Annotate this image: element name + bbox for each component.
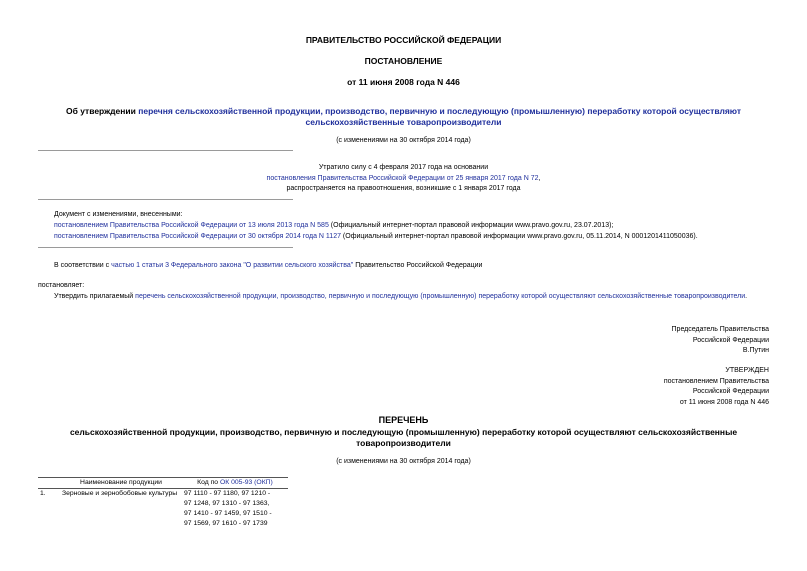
signature-block: [672, 325, 769, 357]
divider: [38, 199, 293, 200]
expired-link-suffix: ,: [538, 175, 541, 182]
header-name: Наименование продукции: [80, 479, 162, 486]
list-link[interactable]: перечень сельскохозяйственной продукции, производство, первичную и последующую (промышленную) переработку которой осуществляют сельскохозяйственные товаропроизводители: [135, 293, 746, 300]
body-paragraph-3: [54, 293, 747, 300]
approved-line: Российской Федерации: [692, 388, 769, 395]
amendment-suffix: (Официальный интернет-портал правовой информации www.pravo.gov.ru, 23.07.2013);: [328, 222, 614, 229]
okp-link[interactable]: ОК 005-93 (ОКП): [219, 479, 273, 486]
list-subheading-line1: сельскохозяйственной продукции, производство, первичную и последующую (промышленную) переработку которой осуществляют сельскохозяйственные: [69, 427, 738, 437]
list-heading: ПЕРЕЧЕНЬ: [378, 415, 429, 425]
signature-name: В.Путин: [742, 347, 769, 354]
approved-block: [664, 366, 769, 408]
expired-line1: Утратило силу с 4 февраля 2017 года на основании: [318, 164, 489, 171]
law-link[interactable]: частью 1 статьи 3 Федерального закона "О развитии сельского хозяйства": [111, 262, 354, 269]
row-num: 1.: [40, 490, 46, 497]
p3-suffix: .: [745, 293, 748, 300]
title-prefix: Об утверждении: [65, 106, 139, 116]
document-date: от 11 июня 2008 года N 446: [347, 77, 460, 87]
p1-suffix: Правительство Российской Федерации: [353, 262, 483, 269]
amendment-item: [54, 233, 698, 240]
edition-note: (с изменениями на 30 октября 2014 года): [336, 137, 471, 144]
amendment-link[interactable]: постановлением Правительства Российской Федерации от 30 октября 2014 года N 1127: [54, 233, 341, 240]
body-paragraph-2: постановляет:: [38, 282, 85, 289]
title-link-continued[interactable]: сельскохозяйственные товаропроизводители: [305, 117, 502, 127]
signature-line: Председатель Правительства: [671, 326, 769, 333]
divider: [38, 150, 293, 151]
approved-heading: УТВЕРЖДЕН: [725, 367, 769, 374]
document-type: ПОСТАНОВЛЕНИЕ: [364, 56, 443, 66]
header-code-prefix: Код по: [197, 479, 220, 486]
signature-line: Российской Федерации: [692, 336, 769, 344]
table-row: [38, 489, 288, 530]
expired-line3: распространяется на правоотношения, возникшие с 1 января 2017 года: [286, 185, 521, 192]
code-line: 97 1569, 97 1610 - 97 1739: [184, 520, 268, 527]
table-header-row: [38, 478, 288, 489]
amendment-item: [54, 222, 613, 229]
amendment-suffix: (Официальный интернет-портал правовой информации www.pravo.gov.ru, 05.11.2014, N 0001201411050036).: [340, 233, 698, 240]
title-link[interactable]: перечня сельскохозяйственной продукции, производство, первичную и последующую (промышленную) переработку которой осуществляют: [138, 106, 742, 116]
products-table: [38, 477, 288, 529]
p1-prefix: В соответствии с: [54, 262, 112, 269]
code-line: 97 1248, 97 1310 - 97 1363,: [184, 500, 270, 507]
approved-line: от 11 июня 2008 года N 446: [679, 398, 769, 406]
header-num: [38, 478, 60, 489]
expired-link[interactable]: постановления Правительства Российской Федерации от 25 января 2017 года N 72: [266, 175, 539, 182]
divider: [38, 247, 293, 248]
document-title: [0, 106, 807, 128]
p3-prefix: Утвердить прилагаемый: [54, 293, 136, 300]
amendments-label: Документ с изменениями, внесенными:: [54, 211, 183, 218]
list-subheading: [0, 427, 807, 448]
approved-line: постановлением Правительства: [663, 377, 769, 385]
list-edition-note: (с изменениями на 30 октября 2014 года): [336, 458, 471, 465]
government-name: ПРАВИТЕЛЬСТВО РОССИЙСКОЙ ФЕДЕРАЦИИ: [305, 35, 502, 45]
body-paragraph-1: [54, 262, 482, 269]
row-codes: [182, 489, 288, 530]
code-line: 97 1110 - 97 1180, 97 1210 -: [184, 490, 271, 497]
list-subheading-line2: товаропроизводители: [356, 437, 451, 448]
row-name: Зерновые и зернобобовые культуры: [62, 490, 178, 497]
header-code: [182, 478, 288, 489]
expired-line2: [0, 175, 807, 182]
code-line: 97 1410 - 97 1459, 97 1510 -: [184, 510, 272, 517]
amendment-link[interactable]: постановлением Правительства Российской Федерации от 13 июля 2013 года N 585: [54, 222, 329, 229]
